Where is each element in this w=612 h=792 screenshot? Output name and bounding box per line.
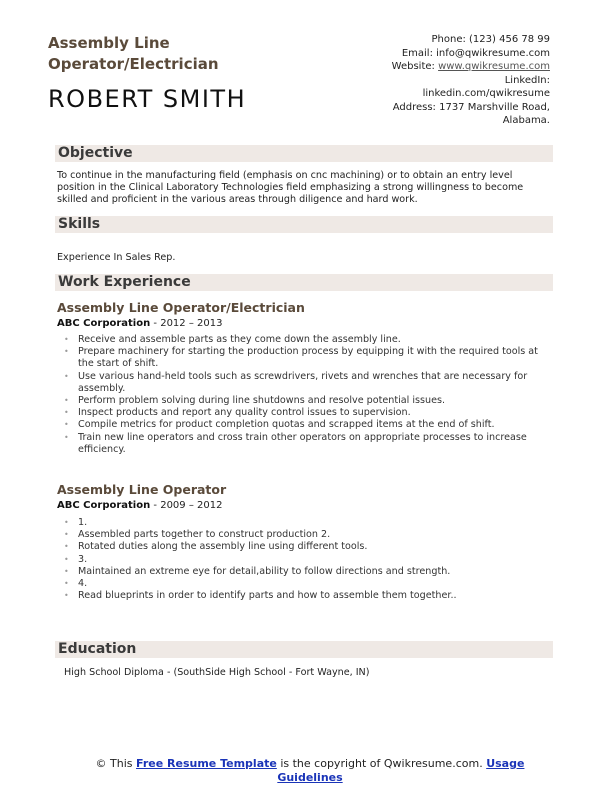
list-item: • 3. <box>64 554 549 566</box>
list-item: • Inspect products and report any quality control issues to supervision. <box>64 407 549 419</box>
job-2-dates: - 2009 – 2012 <box>150 500 223 511</box>
list-item: • Maintained an extreme eye for detail,ability to follow directions and strength. <box>64 566 549 578</box>
list-item: • Rotated duties along the assembly line using different tools. <box>64 541 549 553</box>
contact-email: Email: info@qwikresume.com <box>401 47 550 59</box>
contact-phone: Phone: (123) 456 78 99 <box>431 34 550 45</box>
job-title: Assembly Line Operator/Electrician <box>48 34 219 73</box>
usage-guidelines-link[interactable]: Usage Guidelines <box>277 757 525 784</box>
section-header-skills: Skills <box>55 216 553 233</box>
section-header-work-experience: Work Experience <box>55 274 553 291</box>
list-item: • Train new line operators and cross train other operators on appropriate processes to increase efficiency. <box>64 432 549 456</box>
candidate-name: ROBERT SMITH <box>48 85 247 113</box>
website-link[interactable]: www.qwikresume.com <box>438 61 550 72</box>
section-header-objective: Objective <box>55 145 553 162</box>
contact-address-line2: Alabama. <box>502 115 550 126</box>
job-1-role: Assembly Line Operator/Electrician <box>57 300 305 315</box>
copyright-footer <box>80 757 540 785</box>
list-item: • Prepare machinery for starting the production process by equipping it with the required tools at the start of shift. <box>64 346 549 370</box>
job-2-company: ABC Corporation <box>57 500 151 511</box>
list-item: • Compile metrics for product completion quotas and scrapped items at the end of shift. <box>64 419 549 431</box>
list-item: • Read blueprints in order to identify parts and how to assemble them together.. <box>64 590 549 602</box>
objective-text: To continue in the manufacturing field (emphasis on cnc machining) or to obtain an entry level position in the Clinical Laboratory Technologies field emphasizing a strong willingness to become skilled and proficient in the various areas through diligence and hard work. <box>57 170 524 206</box>
job-2-role: Assembly Line Operator <box>57 482 227 497</box>
list-item: • Use various hand-held tools such as screwdrivers, rivets and wrenches that are necessary for assembly. <box>64 371 549 395</box>
list-item: • Receive and assemble parts as they come down the assembly line. <box>64 334 549 346</box>
list-item: • Perform problem solving during line shutdowns and resolve potential issues. <box>64 395 549 407</box>
contact-linkedin-value: linkedin.com/qwikresume <box>422 88 550 99</box>
job-1-company: ABC Corporation <box>57 318 151 329</box>
job-2-company-line <box>57 500 222 511</box>
list-item: • 4. <box>64 578 549 590</box>
skills-text: Experience In Sales Rep. <box>57 252 176 263</box>
website-label: Website: <box>391 61 439 72</box>
footer-middle: is the copyright of Qwikresume.com. <box>276 757 487 770</box>
job-1-bullets <box>64 334 549 456</box>
job-1-dates: - 2012 – 2013 <box>150 318 223 329</box>
free-resume-template-link[interactable]: Free Resume Template <box>136 757 277 770</box>
contact-linkedin-label: LinkedIn: <box>504 74 550 86</box>
contact-address-line1: Address: 1737 Marshville Road, <box>392 101 550 113</box>
list-item: • 1. <box>64 517 549 529</box>
education-text: High School Diploma - (SouthSide High School - Fort Wayne, IN) <box>64 667 370 678</box>
job-1-company-line <box>57 318 222 329</box>
footer-prefix: © This <box>95 757 137 770</box>
section-header-education: Education <box>55 641 553 658</box>
contact-website <box>320 60 550 74</box>
list-item: • Assembled parts together to construct production 2. <box>64 529 549 541</box>
job-2-bullets <box>64 517 549 602</box>
contact-block <box>320 33 550 128</box>
